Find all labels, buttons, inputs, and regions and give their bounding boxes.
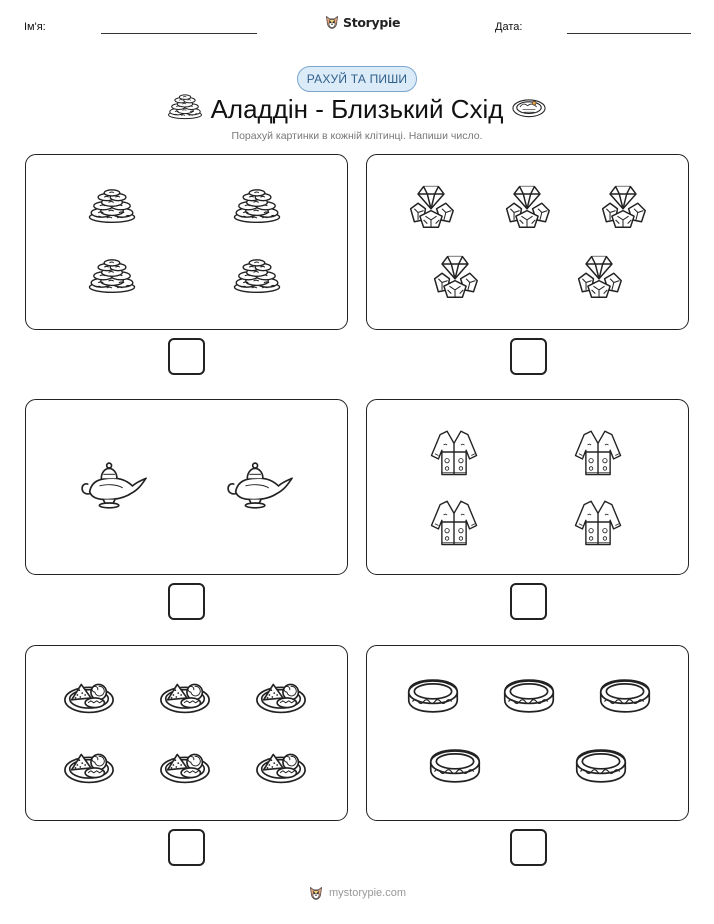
name-label: Ім'я:	[24, 21, 46, 33]
robe-icon	[429, 426, 479, 478]
gem-pile-icon	[501, 181, 553, 231]
coin-stack-icon	[86, 255, 138, 295]
robe-icon	[573, 426, 623, 478]
answer-box-4[interactable]	[510, 583, 547, 620]
answer-box-1[interactable]	[168, 338, 205, 375]
footer-url[interactable]: mystorypie.com	[328, 887, 407, 899]
fox-icon	[324, 14, 340, 30]
bracelet-icon	[405, 676, 461, 716]
bracelet-icon	[501, 676, 557, 716]
date-field-line[interactable]	[567, 33, 691, 34]
coin-stack-icon	[86, 185, 138, 225]
footer	[0, 885, 714, 901]
worksheet-type-badge: РАХУЙ ТА ПИШИ	[297, 66, 417, 92]
answer-box-5[interactable]	[168, 829, 205, 866]
answer-box-6[interactable]	[510, 829, 547, 866]
gem-pile-icon	[597, 181, 649, 231]
answer-box-3[interactable]	[168, 583, 205, 620]
fox-icon	[308, 885, 324, 901]
gem-pile-icon	[405, 181, 457, 231]
gem-pile-icon	[573, 251, 625, 301]
page-title: Аладдін - Близький Схід	[210, 94, 504, 124]
name-field-line[interactable]	[101, 33, 257, 34]
date-label: Дата:	[495, 21, 523, 33]
gem-pile-icon	[429, 251, 481, 301]
count-panel-3	[25, 399, 348, 575]
bracelet-icon	[573, 746, 629, 786]
logo-text: Storypie	[343, 14, 401, 30]
magic-lamp-icon	[78, 460, 148, 510]
robe-icon	[429, 496, 479, 548]
instructions: Порахуй картинки в кожній клітинці. Напиши число.	[231, 130, 483, 142]
food-plate-icon	[254, 676, 308, 716]
food-plate-icon	[158, 676, 212, 716]
food-plate-icon	[158, 746, 212, 786]
food-plate-icon	[62, 676, 116, 716]
food-plate-icon	[62, 746, 116, 786]
bracelet-icon	[597, 676, 653, 716]
count-panel-4	[366, 399, 689, 575]
count-panel-1	[25, 154, 348, 330]
count-panel-5	[25, 645, 348, 821]
count-panel-6	[366, 645, 689, 821]
magic-lamp-icon	[224, 460, 294, 510]
answer-box-2[interactable]	[510, 338, 547, 375]
storypie-logo	[324, 12, 400, 32]
food-plate-icon	[254, 746, 308, 786]
count-panel-2	[366, 154, 689, 330]
bracelet-icon	[427, 746, 483, 786]
coin-stack-icon	[231, 255, 283, 295]
coin-stack-icon	[231, 185, 283, 225]
food-plate-icon	[511, 94, 547, 120]
robe-icon	[573, 496, 623, 548]
